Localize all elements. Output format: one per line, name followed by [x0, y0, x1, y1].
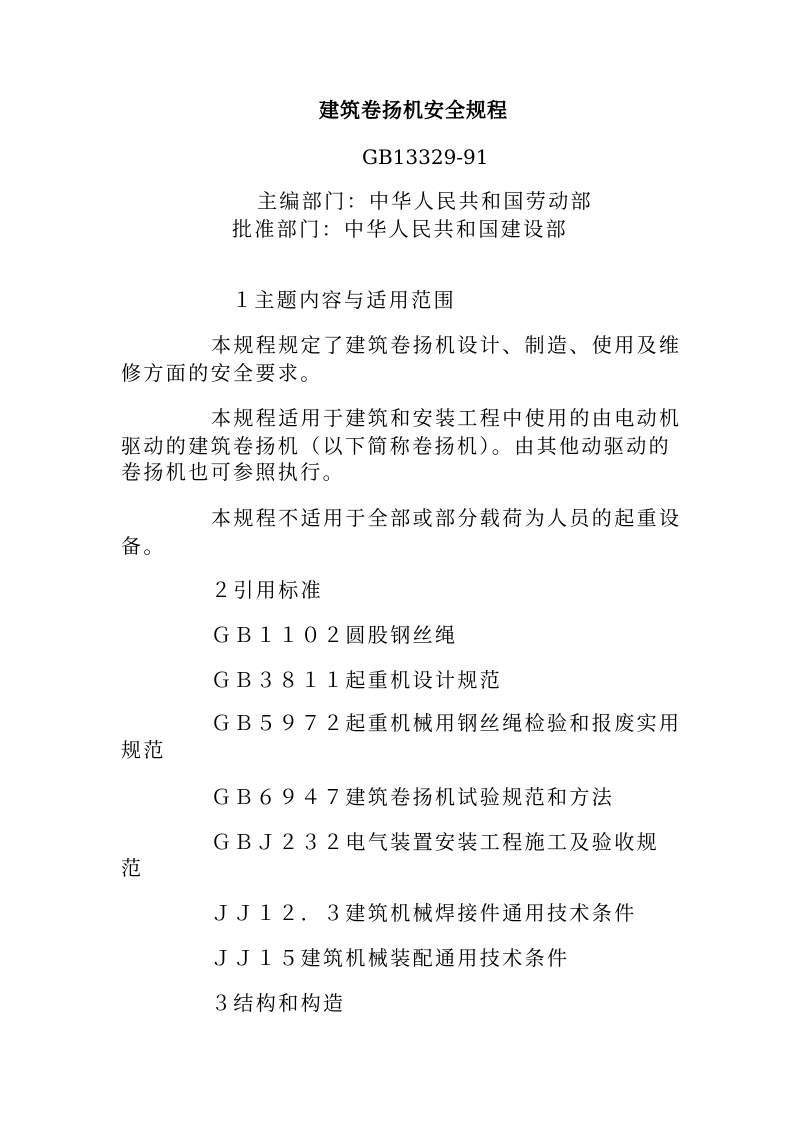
reference-item: ＧＢ６９４７建筑卷扬机试验规范和方法	[211, 785, 615, 809]
section-3-heading: ３结构和构造	[211, 991, 346, 1015]
section-2-heading: ２引用标准	[211, 578, 323, 602]
reference-item: ＧＢ５９７２起重机械用钢丝绳检验和报废实用	[211, 711, 682, 735]
document-title: 建筑卷扬机安全规程	[319, 98, 508, 122]
reference-item: ＧＢ１１０２圆股钢丝绳	[211, 623, 458, 647]
section-1-heading: １主题内容与适用范围	[232, 288, 456, 312]
paragraph-line: 修方面的安全要求。	[121, 361, 323, 385]
paragraph-line: 卷扬机也可参照执行。	[121, 460, 345, 484]
reference-item: ＪＪ１５建筑机械装配通用技术条件	[211, 946, 570, 970]
paragraph-line: 本规程不适用于全部或部分载荷为人员的起重设	[211, 506, 682, 530]
reference-item: ＪＪ１２．３建筑机械焊接件通用技术条件	[211, 901, 637, 925]
paragraph-line: 本规程适用于建筑和安装工程中使用的由电动机	[211, 406, 682, 430]
paragraph-line: 本规程规定了建筑卷扬机设计、制造、使用及维	[211, 333, 682, 357]
reference-item: ＧＢＪ２３２电气装置安装工程施工及验收规	[211, 830, 659, 854]
reference-item-continued: 范	[121, 856, 144, 880]
approver-department: 批准部门：中华人民共和国建设部	[232, 217, 568, 241]
reference-item: ＧＢ３８１１起重机设计规范	[211, 668, 503, 692]
reference-item-continued: 规范	[121, 738, 166, 762]
paragraph-line: 备。	[121, 534, 166, 558]
standard-code: GB13329-91	[362, 145, 489, 169]
paragraph-line: 驱动的建筑卷扬机（以下简称卷扬机）。由其他动驱动的	[121, 434, 671, 458]
editor-department: 主编部门：中华人民共和国劳动部	[257, 189, 593, 213]
